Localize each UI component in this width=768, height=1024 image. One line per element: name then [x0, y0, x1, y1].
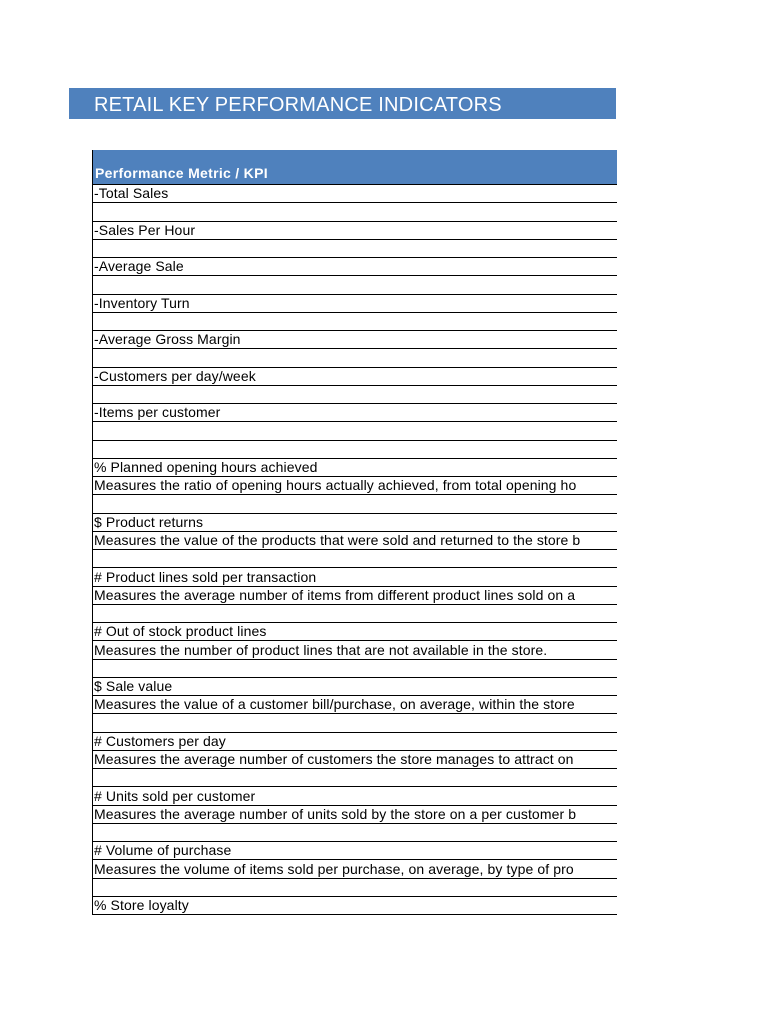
table-row[interactable]: [93, 203, 617, 221]
table-header: [93, 150, 617, 185]
table-row[interactable]: [93, 331, 617, 349]
table-row[interactable]: [93, 879, 617, 897]
table-row[interactable]: [93, 714, 617, 732]
table-cell: -Average Sale: [94, 258, 184, 275]
table-row[interactable]: [93, 404, 617, 422]
table-cell: -Customers per day/week: [94, 367, 256, 384]
table-row[interactable]: [93, 349, 617, 367]
column-header-performance-metric: Performance Metric / KPI: [95, 165, 268, 181]
table-cell: # Units sold per customer: [94, 787, 256, 804]
table-row[interactable]: [93, 824, 617, 842]
table-cell: -Inventory Turn: [94, 294, 190, 311]
table-cell: # Customers per day: [94, 732, 226, 749]
table-row[interactable]: [93, 769, 617, 787]
table-row[interactable]: [93, 276, 617, 294]
table-cell: -Items per customer: [94, 404, 221, 421]
table-cell: Measures the value of the products that were sold and returned to the store b: [94, 532, 581, 548]
table-row[interactable]: [93, 185, 617, 203]
table-row[interactable]: [93, 532, 617, 550]
table-cell: -Average Gross Margin: [94, 331, 241, 348]
table-row[interactable]: [93, 422, 617, 440]
table-row[interactable]: [93, 313, 617, 331]
table-row[interactable]: [93, 459, 617, 477]
table-row[interactable]: [93, 222, 617, 240]
table-row[interactable]: [93, 860, 617, 878]
title-banner: [69, 88, 616, 119]
table-cell: Measures the average number of units sold by the store on a per customer b: [94, 805, 577, 822]
table-row[interactable]: [93, 240, 617, 258]
table-cell: -Sales Per Hour: [94, 221, 196, 238]
table-row[interactable]: [93, 751, 617, 769]
table-row[interactable]: [93, 587, 617, 605]
table-cell: $ Product returns: [94, 513, 204, 530]
table-row[interactable]: [93, 386, 617, 404]
table-row[interactable]: [93, 495, 617, 513]
table-row[interactable]: [93, 568, 617, 586]
table-cell: Measures the number of product lines that are not available in the store.: [94, 641, 548, 658]
table-cell: # Product lines sold per transaction: [94, 568, 317, 585]
table-cell: Measures the average number of customers the store manages to attract on: [94, 751, 574, 767]
table-row[interactable]: [93, 295, 617, 313]
table-row[interactable]: [93, 258, 617, 276]
table-row[interactable]: [93, 477, 617, 495]
table-cell: Measures the value of a customer bill/purchase, on average, within the store: [94, 696, 575, 713]
table-row[interactable]: [93, 550, 617, 568]
table-body: [93, 185, 617, 915]
table-cell: # Volume of purchase: [94, 842, 232, 859]
table-cell: % Planned opening hours achieved: [94, 459, 318, 475]
table-cell: -Total Sales: [94, 185, 169, 202]
kpi-table: [92, 150, 617, 915]
page-title: RETAIL KEY PERFORMANCE INDICATORS: [94, 94, 502, 116]
table-row[interactable]: [93, 660, 617, 678]
table-row[interactable]: [93, 733, 617, 751]
table-row[interactable]: [93, 678, 617, 696]
table-cell: Measures the ratio of opening hours actually achieved, from total opening ho: [94, 477, 577, 494]
table-row[interactable]: [93, 787, 617, 805]
table-row[interactable]: [93, 623, 617, 641]
table-row[interactable]: [93, 514, 617, 532]
table-row[interactable]: [93, 806, 617, 824]
table-row[interactable]: [93, 641, 617, 659]
table-cell: % Store loyalty: [94, 897, 189, 913]
table-cell: # Out of stock product lines: [94, 623, 267, 640]
table-row[interactable]: [93, 897, 617, 915]
table-cell: Measures the volume of items sold per purchase, on average, by type of pro: [94, 860, 574, 877]
table-cell: Measures the average number of items from different product lines sold on a: [94, 586, 576, 603]
table-cell: $ Sale value: [94, 678, 173, 694]
table-row[interactable]: [93, 842, 617, 860]
table-row[interactable]: [93, 605, 617, 623]
table-row[interactable]: [93, 368, 617, 386]
table-row[interactable]: [93, 441, 617, 459]
table-row[interactable]: [93, 696, 617, 714]
